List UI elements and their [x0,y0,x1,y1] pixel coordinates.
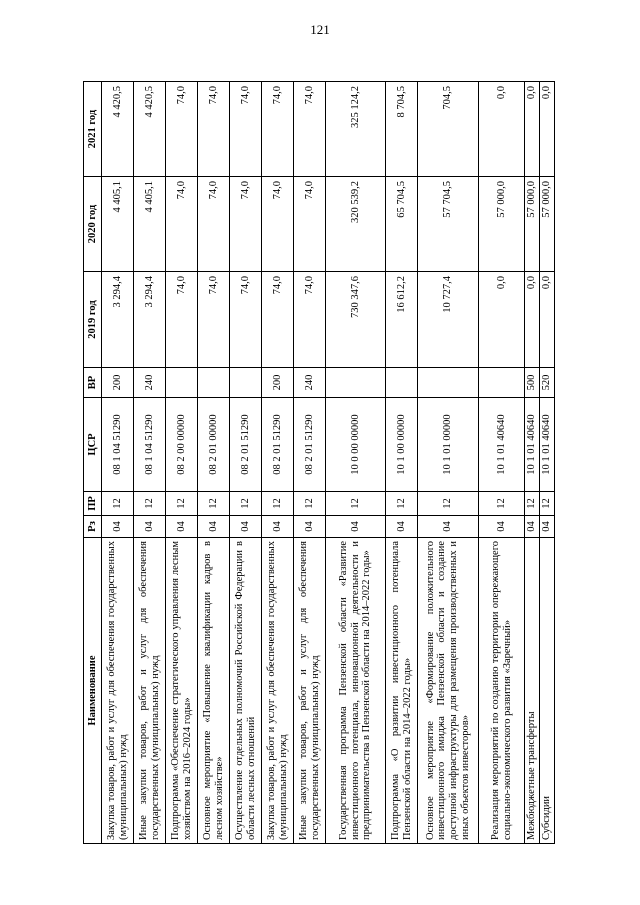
row-rz: 04 [479,516,525,538]
row-name: Подпрограмма «Обеспечение стратегического управления лесным хозяйством на 2016–2024 годы» [166,538,198,844]
row-name: Иные закупки товаров, работ и услуг для обеспечения государственных (муниципальных) нужд [134,538,166,844]
row-name: Реализация мероприятий по созданию территории опережающего социально-экономического развития «Заречный» [479,538,525,844]
row-pr: 12 [479,492,525,516]
row-name: Межбюджетные трансферты [525,538,540,844]
row-pr: 12 [262,492,294,516]
row-2021: 4 420,5 [102,82,134,177]
row-2020: 57 000,0 [525,177,540,272]
row-name: Основное мероприятие «Повышение квалификации кадров в лесном хозяйстве» [198,538,230,844]
row-vr [230,368,262,398]
row-csr: 10 0 00 00000 [326,398,386,492]
row-2021: 74,0 [230,82,262,177]
row-csr: 10 1 01 40640 [479,398,525,492]
row-2020: 57 000,0 [539,177,554,272]
row-rz: 04 [326,516,386,538]
row-vr: 520 [539,368,554,398]
row-name: Закупка товаров, работ и услуг для обеспечения государственных (муниципальных) нужд [262,538,294,844]
table-row [262,82,294,844]
row-2021: 74,0 [262,82,294,177]
row-vr [166,368,198,398]
row-pr: 12 [525,492,540,516]
row-vr [386,368,418,398]
row-rz: 04 [386,516,418,538]
row-rz: 04 [294,516,326,538]
header-csr: ЦСР [84,398,102,492]
table-body [102,82,555,844]
row-name: Подпрограмма «О развитии инвестиционного потенциала Пензенской области на 2014–2022 годы» [386,538,418,844]
table-row [326,82,386,844]
row-name: Государственная программа Пензенской области «Развитие инвестиционного потенциала, инновационной деятельности и предпринимательства в Пензенской области на 2014–2022 годы» [326,538,386,844]
row-pr: 12 [230,492,262,516]
row-vr: 200 [102,368,134,398]
row-2019: 74,0 [230,272,262,368]
row-2020: 320 539,2 [326,177,386,272]
row-rz: 04 [166,516,198,538]
row-2019: 0,0 [479,272,525,368]
row-pr: 12 [386,492,418,516]
row-2019: 74,0 [166,272,198,368]
budget-table [83,81,555,844]
row-vr: 240 [134,368,166,398]
header-2021: 2021 год [84,82,102,177]
row-2020: 74,0 [230,177,262,272]
row-csr: 10 1 01 40640 [525,398,540,492]
header-name: Наименование [84,538,102,844]
row-2021: 704,5 [418,82,479,177]
row-2019: 10 727,4 [418,272,479,368]
row-csr: 08 2 00 00000 [166,398,198,492]
row-csr: 08 2 01 51290 [262,398,294,492]
table-row [386,82,418,844]
table-row [230,82,262,844]
row-rz: 04 [525,516,540,538]
row-name: Основное мероприятие «Формирование положительного инвестиционного имиджа Пензенской области и создание доступной инфраструктуры для размещения производственных и иных объектов инвесторов» [418,538,479,844]
row-csr: 10 1 01 00000 [418,398,479,492]
row-2019: 74,0 [198,272,230,368]
row-2021: 74,0 [166,82,198,177]
header-rz: Рз [84,516,102,538]
row-pr: 12 [102,492,134,516]
table-row [102,82,134,844]
header-2020: 2020 год [84,177,102,272]
row-2021: 0,0 [525,82,540,177]
row-rz: 04 [102,516,134,538]
row-vr [418,368,479,398]
row-2019: 16 612,2 [386,272,418,368]
row-pr: 12 [539,492,554,516]
row-rz: 04 [418,516,479,538]
table-row [166,82,198,844]
table-row [539,82,554,844]
header-2019: 2019 год [84,272,102,368]
table-row [418,82,479,844]
row-2021: 0,0 [539,82,554,177]
row-name: Субсидии [539,538,554,844]
row-2021: 0,0 [479,82,525,177]
row-csr: 10 1 00 00000 [386,398,418,492]
header-pr: ПР [84,492,102,516]
row-2020: 74,0 [262,177,294,272]
row-2020: 74,0 [294,177,326,272]
row-pr: 12 [326,492,386,516]
row-2020: 4 405,1 [102,177,134,272]
row-csr: 10 1 01 40640 [539,398,554,492]
row-csr: 08 2 01 00000 [198,398,230,492]
row-name: Осуществление отдельных полномочий Российской Федерации в области лесных отношений [230,538,262,844]
row-csr: 08 2 01 51290 [230,398,262,492]
row-vr: 200 [262,368,294,398]
table-header-row [84,82,102,844]
row-2020: 57 000,0 [479,177,525,272]
row-2020: 4 405,1 [134,177,166,272]
row-csr: 08 1 04 51290 [134,398,166,492]
row-rz: 04 [262,516,294,538]
row-2019: 730 347,6 [326,272,386,368]
table-row [198,82,230,844]
row-2019: 3 294,4 [102,272,134,368]
row-vr: 500 [525,368,540,398]
row-pr: 12 [134,492,166,516]
row-2019: 3 294,4 [134,272,166,368]
rotated-page [83,82,552,844]
row-csr: 08 2 01 51290 [294,398,326,492]
row-2021: 74,0 [198,82,230,177]
row-csr: 08 1 04 51290 [102,398,134,492]
row-rz: 04 [134,516,166,538]
row-2021: 4 420,5 [134,82,166,177]
table-row [134,82,166,844]
row-2020: 57 704,5 [418,177,479,272]
row-vr: 240 [294,368,326,398]
header-vr: ВР [84,368,102,398]
row-name: Иные закупки товаров, работ и услуг для обеспечения государственных (муниципальных) нужд [294,538,326,844]
row-2021: 8 704,5 [386,82,418,177]
row-vr [198,368,230,398]
row-2020: 74,0 [166,177,198,272]
table-row [479,82,525,844]
row-2019: 0,0 [539,272,554,368]
row-2021: 74,0 [294,82,326,177]
row-rz: 04 [198,516,230,538]
row-2020: 74,0 [198,177,230,272]
row-vr [326,368,386,398]
page-number: 121 [310,22,330,37]
row-2019: 74,0 [294,272,326,368]
row-2019: 0,0 [525,272,540,368]
row-2021: 325 124,2 [326,82,386,177]
row-pr: 12 [294,492,326,516]
row-pr: 12 [166,492,198,516]
row-rz: 04 [230,516,262,538]
table-row [294,82,326,844]
row-name: Закупка товаров, работ и услуг для обеспечения государственных (муниципальных) нужд [102,538,134,844]
row-rz: 04 [539,516,554,538]
row-pr: 12 [418,492,479,516]
row-pr: 12 [198,492,230,516]
row-vr [479,368,525,398]
table-row [525,82,540,844]
row-2020: 65 704,5 [386,177,418,272]
row-2019: 74,0 [262,272,294,368]
